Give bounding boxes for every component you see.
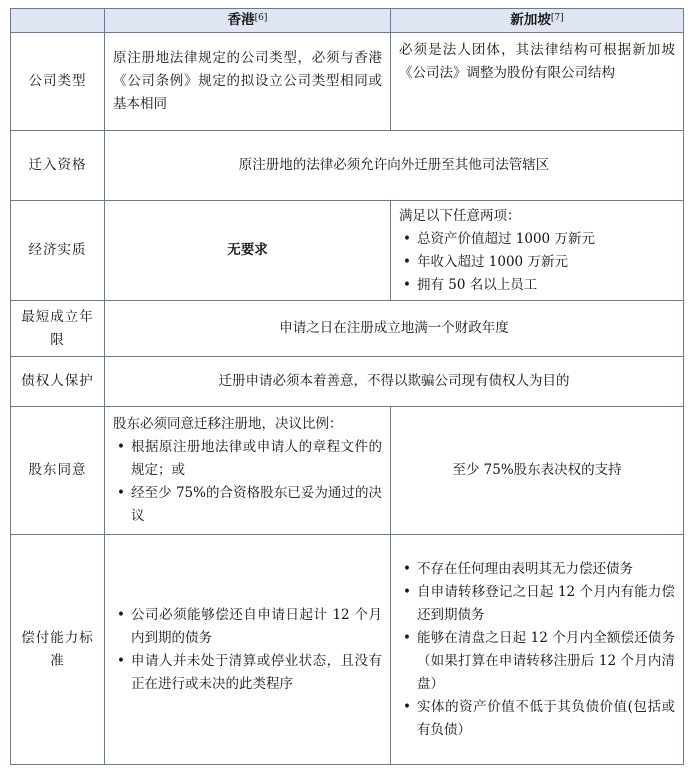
row-label: 股东同意 [11, 407, 105, 535]
bullet-list [113, 436, 382, 528]
list-item: • 根据原注册地法律或申请人的章程文件的规定；或 [131, 436, 382, 482]
row-label: 债权人保护 [11, 357, 105, 407]
header-blank [11, 9, 105, 33]
row-label: 公司类型 [11, 33, 105, 131]
row-substance [11, 201, 684, 301]
merged-cell: 申请之日在注册成立地满一个财政年度 [105, 301, 684, 357]
list-item: • 自申请转移登记之日起 12 个月内有能力偿还到期债务 [417, 581, 675, 627]
row-solvency [11, 535, 684, 765]
sg-cell [391, 535, 684, 765]
bullet-list [113, 604, 382, 696]
sg-reference[interactable]: [7] [550, 13, 564, 23]
comparison-table [10, 8, 684, 765]
row-min-period [11, 301, 684, 357]
merged-cell: 迁册申请必须本着善意，不得以欺骗公司现有债权人为目的 [105, 357, 684, 407]
sg-cell: 必须是法人团体，其法律结构可根据新加坡《公司法》调整为股份有限公司结构 [391, 33, 684, 131]
header-sg: 新加坡[7] [391, 9, 684, 33]
row-eligibility [11, 131, 684, 201]
list-item: • 申请人并未处于清算或停业状态，且没有正在进行或未决的此类程序 [131, 650, 382, 696]
cell-intro: 股东必须同意迁移注册地，决议比例： [113, 416, 343, 432]
merged-cell: 原注册地的法律必须允许向外迁册至其他司法管辖区 [105, 131, 684, 201]
list-item: • 不存在任何理由表明其无力偿还债务 [417, 558, 675, 581]
cell-intro: 满足以下任意两项： [399, 207, 521, 224]
row-label: 经济实质 [11, 201, 105, 301]
list-item: • 总资产价值超过 1000 万新元 [417, 228, 675, 251]
hk-cell [105, 407, 391, 535]
row-company-type [11, 33, 684, 131]
hk-cell: 无要求 [105, 201, 391, 301]
header-hk: 香港[6] [105, 9, 391, 33]
row-label: 迁入资格 [11, 131, 105, 201]
list-item: • 年收入超过 1000 万新元 [417, 251, 675, 274]
hk-cell: 原注册地法律规定的公司类型，必须与香港《公司条例》规定的拟设立公司类型相同或基本相同 [105, 33, 391, 131]
sg-cell [391, 201, 684, 301]
list-item: • 经至少 75%的合资格股东已妥为通过的决议 [131, 482, 382, 528]
header-row [11, 9, 684, 33]
list-item: • 拥有 50 名以上员工 [417, 274, 675, 297]
row-label: 最短成立年限 [11, 301, 105, 357]
row-shareholder [11, 407, 684, 535]
sg-cell: 至少 75%股东表决权的支持 [391, 407, 684, 535]
list-item: • 能够在清盘之日起 12 个月内全额偿还债务（如果打算在申请转移注册后 12 个月内清盘） [417, 627, 675, 696]
bullet-list [399, 558, 675, 742]
row-creditor [11, 357, 684, 407]
list-item: • 公司必须能够偿还自申请日起计 12 个月内到期的债务 [131, 604, 382, 650]
hk-cell [105, 535, 391, 765]
list-item: • 实体的资产价值不低于其负债价值(包括或有负债） [417, 696, 675, 742]
hk-reference[interactable]: [6] [254, 13, 268, 23]
row-label: 偿付能力标准 [11, 535, 105, 765]
bullet-list [399, 228, 675, 297]
